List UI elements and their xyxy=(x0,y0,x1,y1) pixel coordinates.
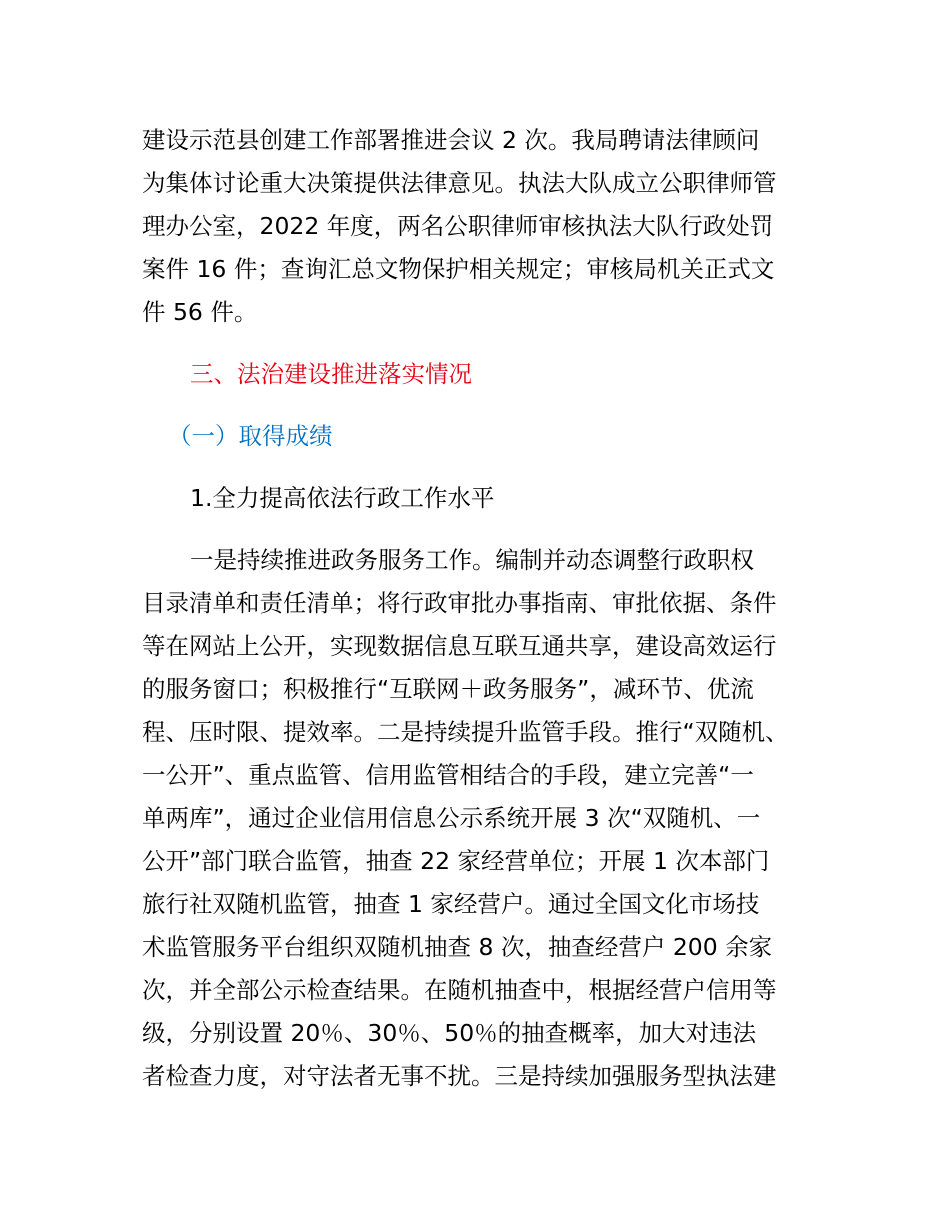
paragraph-line: 理办公室，2022 年度，两名公职律师审核执法大队行政处罚 xyxy=(142,212,774,240)
paragraph-line: 单两库”，通过企业信用信息公示系统开展 3 次“双随机、一 xyxy=(142,804,761,832)
paragraph-line: 者检查力度，对守法者无事不扰。三是持续加强服务型执法建 xyxy=(142,1062,777,1090)
paragraph-line: 为集体讨论重大决策提供法律意见。执法大队成立公职律师管 xyxy=(142,169,777,197)
paragraph-line: 术监管服务平台组织双随机抽查 8 次，抽查经营户 200 余家 xyxy=(142,933,773,961)
paragraph-line: 件 56 件。 xyxy=(142,298,258,326)
paragraph-line: 案件 16 件；查询汇总文物保护相关规定；审核局机关正式文 xyxy=(142,255,775,283)
item-heading: 1.全力提高依法行政工作水平 xyxy=(190,484,495,512)
paragraph-line: 一公开”、重点监管、信用监管相结合的手段，建立完善“一 xyxy=(142,761,754,789)
section-heading: 三、法治建设推进落实情况 xyxy=(190,360,472,388)
paragraph-line: 的服务窗口；积极推行“互联网＋政务服务”，减环节、优流 xyxy=(142,675,754,703)
paragraph-line: 建设示范县创建工作部署推进会议 2 次。我局聘请法律顾问 xyxy=(142,126,760,154)
paragraph-line: 一是持续推进政务服务工作。编制并动态调整行政职权 xyxy=(190,546,754,574)
paragraph-line: 目录清单和责任清单；将行政审批办事指南、审批依据、条件 xyxy=(142,589,777,617)
paragraph-line: 程、压时限、提效率。二是持续提升监管手段。推行“双随机、 xyxy=(142,718,789,746)
paragraph-line: 级，分别设置 20％、30％、50％的抽查概率，加大对违法 xyxy=(142,1019,757,1047)
paragraph-line: 次，并全部公示检查结果。在随机抽查中，根据经营户信用等 xyxy=(142,976,777,1004)
paragraph-line: 等在网站上公开，实现数据信息互联互通共享，建设高效运行 xyxy=(142,632,777,660)
subsection-heading: （一）取得成绩 xyxy=(168,422,333,450)
paragraph-line: 旅行社双随机监管，抽查 1 家经营户。通过全国文化市场技 xyxy=(142,890,760,918)
paragraph-line: 公开”部门联合监管，抽查 22 家经营单位；开展 1 次本部门 xyxy=(142,847,770,875)
